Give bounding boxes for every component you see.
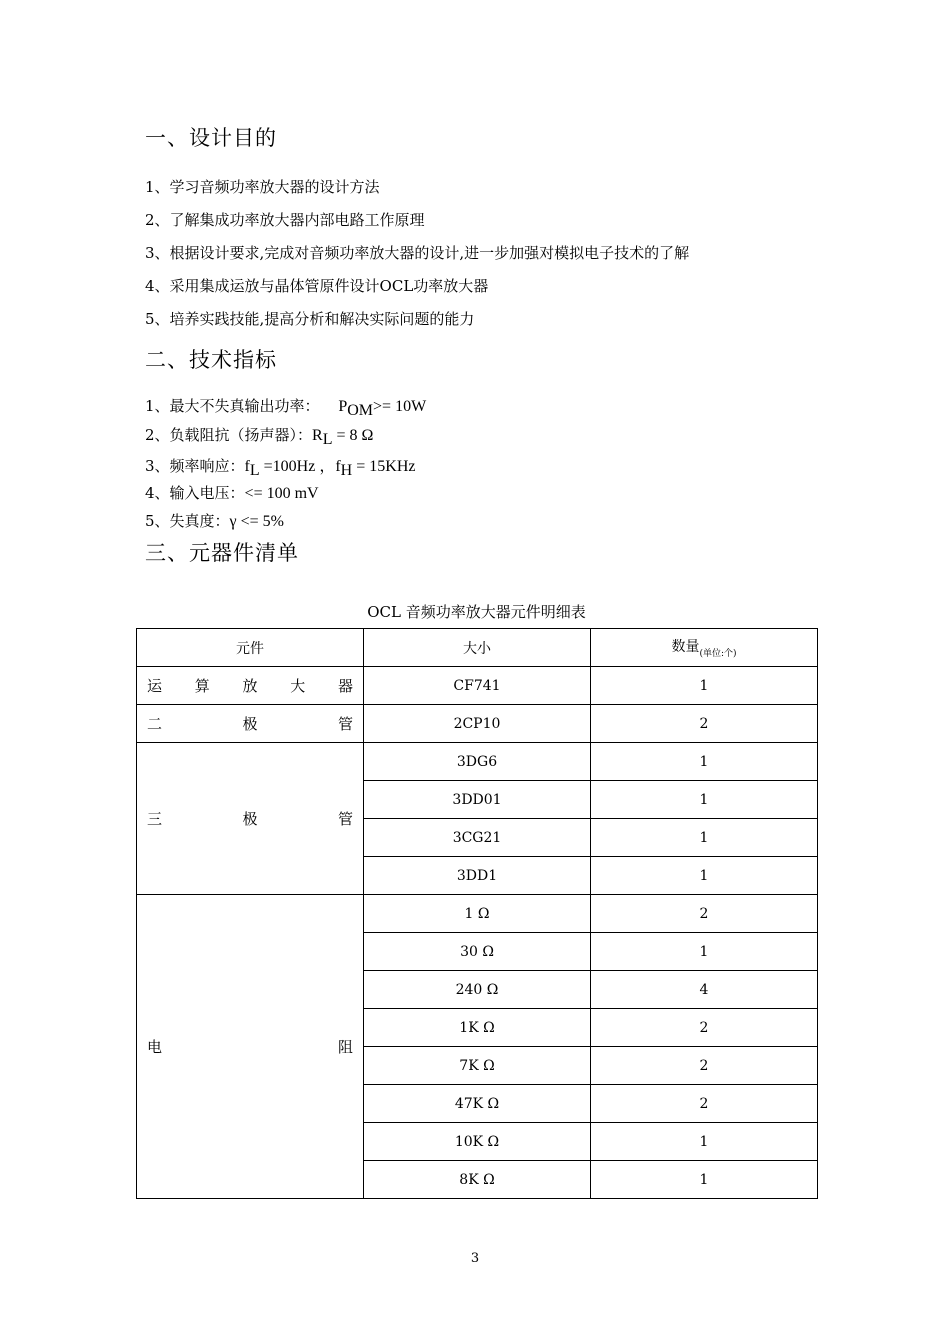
spec-3-value-high: = 15KHz	[352, 458, 416, 475]
spec-3-value-low: =100Hz ，	[259, 458, 336, 475]
size-cell: 240 Ω	[364, 971, 591, 1009]
size-cell: 30 Ω	[364, 933, 591, 971]
spec-3-subscript-low: L	[249, 462, 260, 479]
purpose-item-4: 4、采用集成运放与晶体管原件设计OCL功率放大器	[145, 277, 489, 295]
component-cell-diode	[137, 705, 364, 743]
qty-cell: 1	[591, 781, 818, 819]
spec-4-value: <= 100 mV	[244, 485, 319, 502]
label-char: 管	[337, 810, 353, 828]
spec-5-value: γ <= 5%	[229, 513, 284, 530]
size-cell: 47K Ω	[364, 1085, 591, 1123]
component-cell-transistor	[137, 743, 364, 895]
label-char: 极	[242, 715, 258, 733]
qty-cell: 2	[591, 1009, 818, 1047]
spec-3-symbol-high: f	[335, 458, 341, 475]
purpose-item-1: 1、学习音频功率放大器的设计方法	[145, 178, 380, 196]
purpose-item-2: 2、了解集成功率放大器内部电路工作原理	[145, 211, 425, 229]
size-cell: 2CP10	[364, 705, 591, 743]
spec-item-3	[145, 453, 416, 479]
table-row	[137, 705, 818, 743]
size-cell: 3DD1	[364, 857, 591, 895]
spec-item-5	[145, 510, 284, 531]
purpose-item-3: 3、根据设计要求,完成对音频功率放大器的设计,进一步加强对模拟电子技术的了解	[145, 244, 690, 262]
qty-cell: 1	[591, 857, 818, 895]
label-char: 阻	[337, 1038, 353, 1056]
qty-cell: 1	[591, 933, 818, 971]
size-cell: 3DD01	[364, 781, 591, 819]
spec-3-label: 3、频率响应：	[145, 457, 245, 475]
qty-cell: 1	[591, 743, 818, 781]
spec-item-1	[145, 395, 427, 419]
table-row	[137, 895, 818, 933]
spec-2-symbol: R	[312, 427, 323, 444]
label-char: 器	[337, 677, 353, 695]
label-char: 二	[147, 715, 163, 733]
spec-2-value: = 8 Ω	[332, 427, 374, 444]
label-char: 极	[242, 810, 258, 828]
label-char: 运	[147, 677, 163, 695]
label-char: 大	[290, 677, 306, 695]
qty-cell: 2	[591, 1047, 818, 1085]
section-title-specs: 二、技术指标	[145, 348, 277, 372]
spec-3-subscript-high: H	[340, 462, 353, 479]
table-caption: OCL 音频功率放大器元件明细表	[367, 603, 586, 621]
spec-5-label: 5、失真度：	[145, 512, 230, 530]
size-cell: CF741	[364, 667, 591, 705]
purpose-item-5: 5、培养实践技能,提高分析和解决实际问题的能力	[145, 310, 475, 328]
header-qty	[591, 629, 818, 667]
table-row	[137, 743, 818, 781]
qty-cell: 1	[591, 1123, 818, 1161]
size-cell: 7K Ω	[364, 1047, 591, 1085]
section-title-purpose: 一、设计目的	[145, 126, 277, 150]
label-char: 电	[147, 1038, 163, 1056]
spec-item-4	[145, 482, 319, 503]
spec-1-value: >= 10W	[373, 398, 427, 415]
qty-cell: 1	[591, 667, 818, 705]
component-cell-opamp	[137, 667, 364, 705]
label-char: 管	[337, 715, 353, 733]
qty-cell: 4	[591, 971, 818, 1009]
spec-1-label: 1、最大不失真输出功率：	[145, 397, 320, 415]
spec-2-label: 2、负载阻抗（扬声器）：	[145, 426, 313, 444]
label-char: 放	[242, 677, 258, 695]
header-component: 元件	[137, 629, 364, 667]
size-cell: 3CG21	[364, 819, 591, 857]
size-cell: 1 Ω	[364, 895, 591, 933]
size-cell: 3DG6	[364, 743, 591, 781]
size-cell: 8K Ω	[364, 1161, 591, 1199]
qty-cell: 1	[591, 819, 818, 857]
spec-item-2	[145, 424, 374, 448]
label-char: 三	[147, 810, 163, 828]
spec-4-label: 4、输入电压：	[145, 484, 245, 502]
qty-cell: 1	[591, 1161, 818, 1199]
qty-cell: 2	[591, 895, 818, 933]
page-number: 3	[470, 1251, 480, 1266]
table-row	[137, 667, 818, 705]
spec-2-subscript: L	[322, 431, 333, 448]
header-size: 大小	[364, 629, 591, 667]
size-cell: 10K Ω	[364, 1123, 591, 1161]
header-qty-unit: (单位:个)	[699, 649, 737, 659]
table-header-row	[137, 629, 818, 667]
component-cell-resistor	[137, 895, 364, 1199]
size-cell: 1K Ω	[364, 1009, 591, 1047]
qty-cell: 2	[591, 1085, 818, 1123]
header-qty-label: 数量	[671, 639, 700, 655]
spec-1-subscript: OM	[347, 402, 374, 419]
spec-3-symbol-low: f	[244, 458, 250, 475]
spec-1-symbol: P	[338, 398, 348, 415]
qty-cell: 2	[591, 705, 818, 743]
section-title-components: 三、元器件清单	[145, 541, 299, 565]
label-char: 算	[194, 677, 210, 695]
component-table	[136, 628, 818, 1199]
